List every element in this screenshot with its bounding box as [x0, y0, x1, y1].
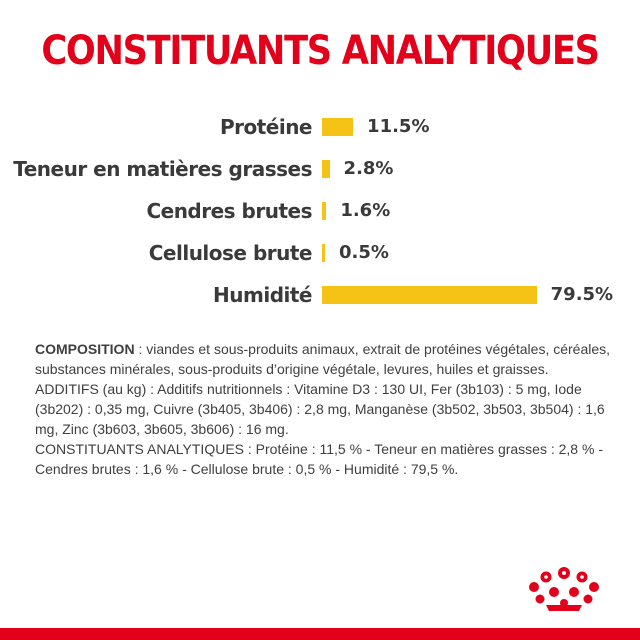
- bar: [322, 286, 537, 304]
- composition-additives: ADDITIFS (au kg) : Additifs nutritionnels : Vitamine D3 : 130 UI, Fer (3b103) : 5 mg, Iode (3b202) : 0,35 mg, Cuivre (3b405, 3b406) : 2,8 mg, Manganèse (3b502, 3b503, 3b504) : 1,6 mg, Zinc (3b603, 3b605, 3b606) : 16 mg.: [35, 381, 605, 437]
- chart-row: [0, 154, 640, 184]
- chart-row: [0, 112, 640, 142]
- bar-category-label: Cellulose brute: [148, 241, 312, 265]
- chart-row: [0, 238, 640, 268]
- composition-ingredients: : viandes et sous-produits animaux, extrait de protéines végétales, céréales, substances minérales, sous-produits d’origine végétale, levures, huiles et graisses.: [35, 341, 611, 377]
- bar-category-label: Protéine: [219, 115, 312, 139]
- nutrient-bar-chart: [0, 108, 640, 318]
- page-title: CONSTITUANTS ANALYTIQUES: [41, 28, 599, 74]
- bar-value-label: 1.6%: [340, 200, 391, 221]
- bar-value-label: 79.5%: [550, 284, 614, 305]
- composition-heading: COMPOSITION: [35, 341, 135, 357]
- composition-constituents: CONSTITUANTS ANALYTIQUES : Protéine : 11,5 % - Teneur en matières grasses : 2,8 % - Cendres brutes : 1,6 % - Cellulose brute : 0,5 % - Humidité : 79,5 %.: [35, 441, 603, 477]
- bar-value-label: 0.5%: [339, 242, 389, 263]
- composition-text: [35, 339, 615, 479]
- bar: [322, 244, 325, 262]
- bar: [322, 118, 353, 136]
- bar: [322, 202, 326, 220]
- crown-icon: [524, 565, 604, 613]
- chart-row: [0, 196, 640, 226]
- bar-category-label: Cendres brutes: [146, 199, 312, 223]
- chart-row: [0, 280, 640, 310]
- bar-value-label: 11.5%: [367, 116, 430, 137]
- bar: [322, 160, 330, 178]
- bottom-band: [0, 628, 640, 640]
- bar-value-label: 2.8%: [343, 158, 394, 179]
- bar-category-label: Teneur en matières grasses: [13, 157, 312, 181]
- bar-category-label: Humidité: [213, 283, 312, 307]
